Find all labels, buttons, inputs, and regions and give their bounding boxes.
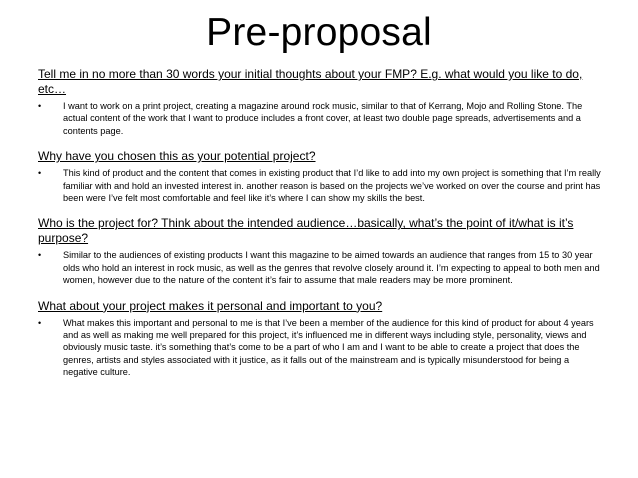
answer-text: What makes this important and personal to me is that I’ve been a member of the audience for this kind of product for about 4 years and as well as making me well prepared for this project, it’s influenced me in different ways including style, personality, views and obviously music taste. it’s something that’s come to be a part of who I am and I want to be able to create a project that does the genres, artists and styles associated with it justice, as it falls out of the mainstream and is typically misunderstood for being a negative culture. <box>63 317 594 378</box>
slide-content <box>38 67 604 391</box>
question-why-chosen: Why have you chosen this as your potential project? <box>38 149 316 164</box>
section-audience <box>38 216 604 286</box>
answer-text: This kind of product and the content that comes in existing product that I’d like to add into my own project is something that I’m really familiar with and hold an invested interest in. another reason is based on the projects we’ve worked on over the course and print has been were I’ve felt most comfortable and feel like it’s where I can show my skills the best. <box>63 168 601 204</box>
answer-audience <box>38 249 604 286</box>
bullet-icon: • <box>38 101 42 111</box>
question-audience: Who is the project for? Think about the intended audience…basically, what’s the point of it/what is it’s purpose? <box>38 216 574 246</box>
question-personal-importance: What about your project makes it personal and important to you? <box>38 298 383 313</box>
answer-text: Similar to the audiences of existing products I want this magazine to be aimed towards an audience that ranges from 15 to 30 year olds who hold an interest in rock music, as well as the genres that revolve closely around it. I’m expecting to appeal to both men and women, however due to the nature of the content it’s fair to assume that male readers may be more prominent. <box>63 250 600 286</box>
answer-personal-importance <box>38 317 604 379</box>
answer-why-chosen <box>38 167 604 204</box>
answer-initial-thoughts <box>38 100 604 137</box>
bullet-icon: • <box>38 317 42 328</box>
bullet-icon: • <box>38 168 42 179</box>
question-initial-thoughts: Tell me in no more than 30 words your initial thoughts about your FMP? E.g. what would you like to do, etc… <box>38 67 583 96</box>
section-why-chosen <box>38 149 604 204</box>
section-initial-thoughts <box>38 67 604 137</box>
slide-title: Pre-proposal <box>206 11 432 54</box>
bullet-icon: • <box>38 250 42 261</box>
section-personal-importance <box>38 299 604 379</box>
answer-text: I want to work on a print project, creating a magazine around rock music, similar to that of Kerrang, Mojo and Rolling Stone. The actual content of the work that I want to produce includes a front cover, at least two double page spreads, advertisements and a contents page. <box>63 101 583 136</box>
